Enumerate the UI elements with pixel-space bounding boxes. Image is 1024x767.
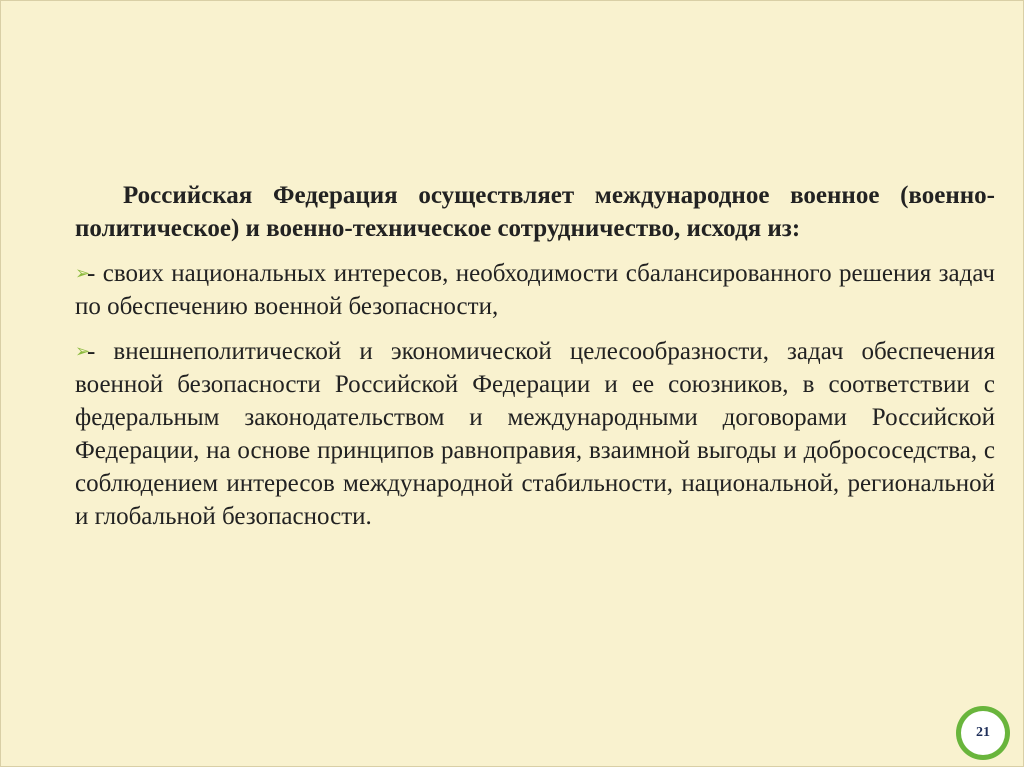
list-item-text: - внешнеполитической и экономической целесообразности, задач обеспечения военной безопасности Российской Федерации и ее союзников, в соответствии с федеральным законодательством и международными договорами Российской Федерации, на основе принципов равноправия, взаимной выгоды и добрососедства, с соблюдением интересов международной стабильности, национальной, региональной и глобальной безопасности. <box>75 338 995 530</box>
list-item <box>75 335 995 533</box>
green-arrow-bullet-icon: ➢ <box>75 341 91 362</box>
slide-body <box>75 179 995 533</box>
page-number: 21 <box>976 725 990 740</box>
page-number-circle <box>961 711 1005 755</box>
green-arrow-bullet-icon: ➢ <box>75 263 91 284</box>
page-number-badge <box>956 706 1010 760</box>
slide-intro-text: Российская Федерация осуществляет международное военное (военно-политическое) и военно-техническое сотрудничество, исходя из: <box>75 182 995 242</box>
list-item <box>75 257 995 323</box>
list-item-text: - своих национальных интересов, необходимости сбалансированного решения задач по обеспечению военной безопасности, <box>75 260 995 320</box>
